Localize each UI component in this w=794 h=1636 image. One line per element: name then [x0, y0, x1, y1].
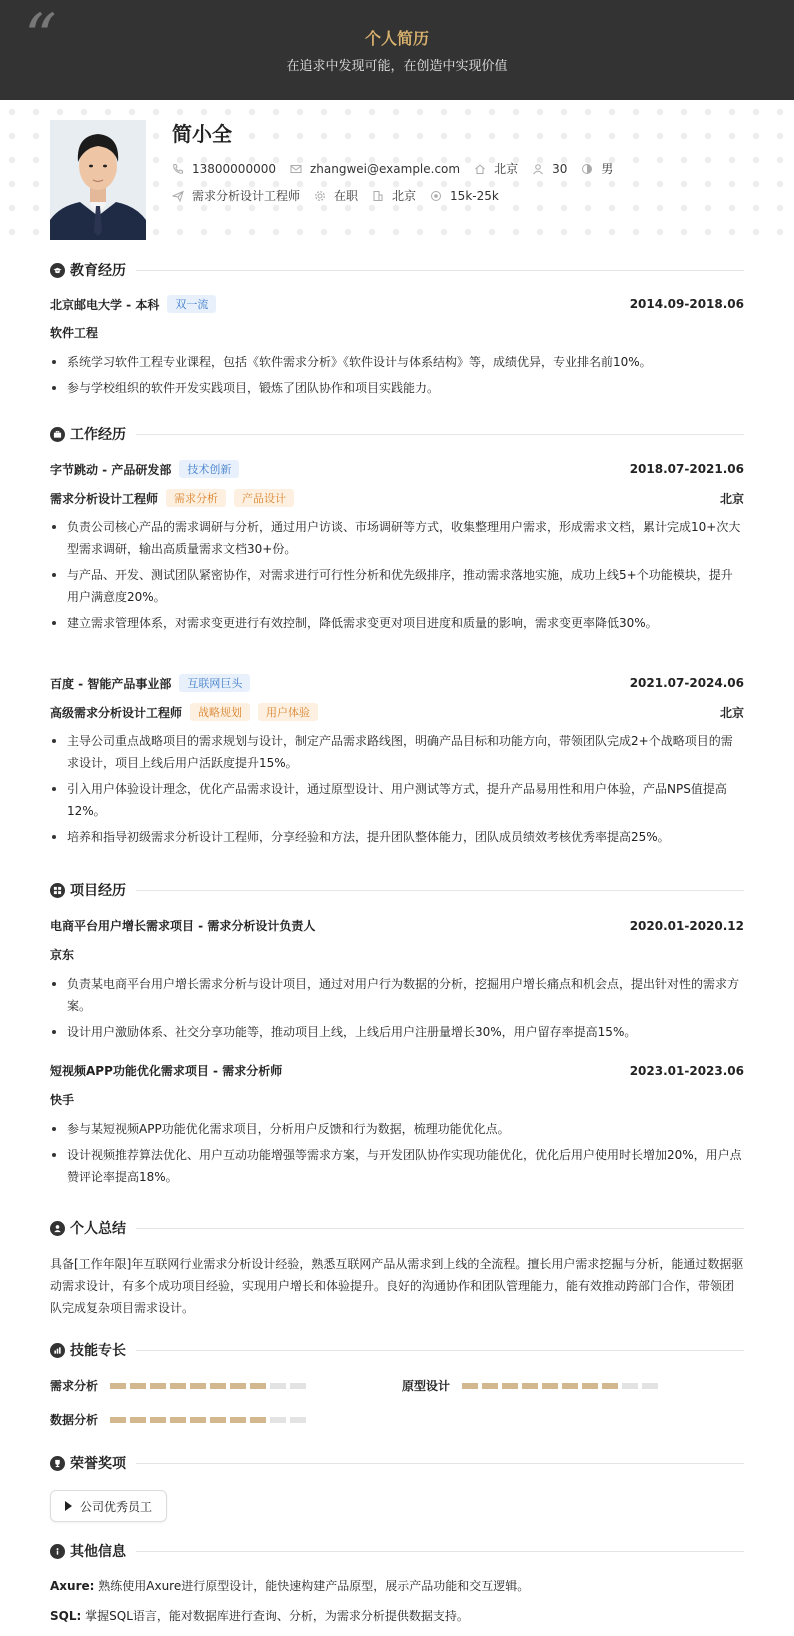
gender-text: 男 — [601, 162, 614, 176]
company-tag: 技术创新 — [179, 460, 239, 478]
chart-icon — [50, 1343, 65, 1358]
other-item — [50, 1607, 469, 1624]
location-text: 北京 — [494, 162, 519, 176]
list-item: 与产品、开发、测试团队紧密协作，对需求进行可行性分析和优先级排序，推动需求落地实施，成功上线5+个功能模块，提升用户满意度20%。 — [50, 564, 744, 608]
avatar — [50, 120, 146, 240]
other-text: 熟练使用Axure进行原型设计，能快速构建产品原型，展示产品功能和交互逻辑。 — [98, 1579, 530, 1593]
skill-level-bar — [462, 1383, 662, 1389]
list-item: 主导公司重点战略项目的需求规划与设计，制定产品需求路线图，明确产品目标和功能方向，带领团队完成2+个战略项目的需求设计，项目上线后用户活跃度提升15%。 — [50, 730, 744, 774]
work-bullets-2 — [50, 730, 744, 852]
work-head-2 — [50, 674, 744, 692]
section-title-education: 教育经历 — [70, 263, 126, 279]
skill-level-segment — [230, 1417, 246, 1423]
skill-item — [402, 1377, 662, 1394]
section-title-projects: 项目经历 — [70, 883, 126, 899]
section-other — [50, 1541, 744, 1561]
skill-level-segment — [150, 1417, 166, 1423]
section-divider — [136, 890, 744, 891]
list-item: 负责公司核心产品的需求调研与分析，通过用户访谈、市场调研等方式，收集整理用户需求，形成需求文档，累计完成10+次大型需求调研，输出高质量需求文档30+份。 — [50, 516, 744, 560]
job-title-text: 需求分析设计工程师 — [192, 189, 301, 203]
skill-level-bar — [110, 1417, 310, 1423]
education-period: 2014.09-2018.06 — [629, 297, 744, 311]
work-role-1 — [50, 489, 744, 507]
skill-level-segment — [210, 1417, 226, 1423]
work-city-item — [372, 187, 416, 204]
list-item: 负责某电商平台用户增长需求分析与设计项目，通过对用户行为数据的分析，挖掘用户增长痛点和机会点，提出针对性的需求方案。 — [50, 973, 744, 1017]
work-role-2 — [50, 703, 744, 721]
role-tag: 战略规划 — [190, 703, 250, 721]
section-title-skills: 技能专长 — [70, 1343, 126, 1359]
award-chip[interactable] — [50, 1490, 167, 1522]
skill-name: 需求分析 — [50, 1379, 99, 1393]
education-bullets — [50, 351, 744, 403]
list-item: 培养和指导初级需求分析设计工程师，分享经验和方法，提升团队整体能力，团队成员绩效考核优秀率提高25%。 — [50, 826, 744, 848]
phone-item — [172, 162, 276, 176]
skill-level-segment — [542, 1383, 558, 1389]
section-divider — [136, 1350, 744, 1351]
project-bullets-2 — [50, 1118, 744, 1192]
skill-level-segment — [622, 1383, 638, 1389]
section-skills — [50, 1340, 744, 1360]
section-divider — [136, 434, 744, 435]
building-icon — [372, 190, 384, 202]
other-text: 掌握SQL语言，能对数据库进行查询、分析，为需求分析提供数据支持。 — [85, 1609, 469, 1623]
phone-icon — [172, 163, 184, 175]
skill-level-segment — [150, 1383, 166, 1389]
skill-level-bar — [110, 1383, 310, 1389]
skill-level-segment — [130, 1417, 146, 1423]
section-divider — [136, 1228, 744, 1229]
home-icon — [474, 163, 486, 175]
mail-icon — [290, 163, 302, 175]
other-label: SQL: — [50, 1609, 82, 1623]
skill-item — [50, 1377, 310, 1394]
award-label: 公司优秀员工 — [80, 1499, 153, 1514]
skill-level-segment — [562, 1383, 578, 1389]
section-title-summary: 个人总结 — [70, 1221, 126, 1237]
section-title-awards: 荣誉奖项 — [70, 1456, 126, 1472]
section-title-work: 工作经历 — [70, 427, 126, 443]
skill-level-segment — [190, 1417, 206, 1423]
project-head-2 — [50, 1062, 744, 1079]
phone-text: 13800000000 — [192, 161, 276, 176]
project-period: 2023.01-2023.06 — [629, 1063, 744, 1078]
section-title-other: 其他信息 — [70, 1544, 126, 1560]
coin-icon — [430, 190, 442, 202]
page-title: 个人简历 — [364, 29, 429, 48]
skill-level-segment — [582, 1383, 598, 1389]
work-head-1 — [50, 460, 744, 478]
section-work — [50, 424, 744, 444]
role-name: 高级需求分析设计工程师 — [50, 705, 183, 720]
location-item — [474, 160, 518, 177]
project-client: 京东 — [50, 948, 75, 962]
work-period: 2021.07-2024.06 — [629, 676, 744, 690]
gender-item — [581, 160, 613, 177]
profile-section — [0, 100, 794, 250]
project-name: 电商平台用户增长需求项目 - 需求分析设计负责人 — [50, 919, 316, 933]
section-awards — [50, 1453, 744, 1473]
graduation-cap-icon — [50, 263, 65, 278]
skill-level-segment — [170, 1383, 186, 1389]
skill-name: 数据分析 — [50, 1413, 99, 1427]
education-major: 软件工程 — [50, 326, 99, 340]
skill-level-segment — [250, 1417, 266, 1423]
work-period: 2018.07-2021.06 — [629, 462, 744, 476]
skill-level-segment — [270, 1417, 286, 1423]
education-head — [50, 295, 744, 313]
school-tag: 双一流 — [167, 295, 216, 313]
skill-level-segment — [230, 1383, 246, 1389]
gear-icon — [314, 190, 326, 202]
skill-name: 原型设计 — [402, 1379, 451, 1393]
email-item — [290, 162, 460, 176]
company-name: 百度 - 智能产品事业部 — [50, 676, 172, 691]
skill-level-segment — [522, 1383, 538, 1389]
skill-level-segment — [290, 1417, 306, 1423]
skill-level-segment — [130, 1383, 146, 1389]
user-circle-icon — [50, 1221, 65, 1236]
skill-level-segment — [170, 1417, 186, 1423]
project-client: 快手 — [50, 1093, 75, 1107]
section-divider — [136, 270, 744, 271]
page-subtitle: 在追求中发现可能，在创造中实现价值 — [286, 59, 508, 74]
age-text: 30 — [552, 161, 568, 176]
project-period: 2020.01-2020.12 — [629, 918, 744, 933]
candidate-name: 简小全 — [172, 122, 232, 146]
section-divider — [136, 1463, 744, 1464]
salary-item — [430, 189, 499, 203]
summary-text: 具备[工作年限]年互联网行业需求分析设计经验，熟悉互联网产品从需求到上线的全流程。擅长用户需求挖掘与分析，能通过数据驱动需求设计，有多个成功项目经验，实现用户增长和体验提升。良好的沟通协作和团队管理能力，能有效推动跨部门合作，带领团队完成复杂项目需求设计。 — [50, 1257, 744, 1315]
skill-level-segment — [110, 1417, 126, 1423]
role-tag: 产品设计 — [234, 489, 294, 507]
work-city: 北京 — [719, 491, 744, 506]
section-education — [50, 260, 744, 280]
role-name: 需求分析设计工程师 — [50, 491, 159, 506]
skill-level-segment — [482, 1383, 498, 1389]
skill-level-segment — [290, 1383, 306, 1389]
job-row — [172, 187, 513, 204]
skill-level-segment — [602, 1383, 618, 1389]
project-head-1 — [50, 917, 744, 934]
play-icon — [65, 1501, 72, 1511]
project-bullets-1 — [50, 973, 744, 1047]
section-summary — [50, 1218, 744, 1238]
skill-level-segment — [210, 1383, 226, 1389]
trophy-icon — [50, 1456, 65, 1471]
salary-text: 15k-25k — [450, 188, 499, 203]
list-item: 设计视频推荐算法优化、用户互动功能增强等需求方案，与开发团队协作实现功能优化，优化后用户使用时长增加20%，用户点赞评论率提高18%。 — [50, 1144, 744, 1188]
list-item: 设计用户激励体系、社交分享功能等，推动项目上线，上线后用户注册量增长30%，用户留存率提高15%。 — [50, 1021, 744, 1043]
person-icon — [532, 163, 544, 175]
grid-icon — [50, 883, 65, 898]
project-name: 短视频APP功能优化需求项目 - 需求分析师 — [50, 1064, 283, 1078]
section-divider — [136, 1551, 744, 1552]
company-tag: 互联网巨头 — [179, 674, 250, 692]
briefcase-icon — [50, 427, 65, 442]
email-text: zhangwei@example.com — [309, 161, 461, 176]
company-name: 字节跳动 - 产品研发部 — [50, 462, 172, 477]
section-projects — [50, 880, 744, 900]
status-text: 在职 — [334, 189, 359, 203]
role-tag: 需求分析 — [166, 489, 226, 507]
skill-level-segment — [502, 1383, 518, 1389]
other-item — [50, 1577, 529, 1594]
skill-level-segment — [642, 1383, 658, 1389]
status-item — [314, 187, 358, 204]
gender-icon — [581, 163, 593, 175]
list-item: 参与学校组织的软件开发实践项目，锻炼了团队协作和项目实践能力。 — [50, 377, 744, 399]
school-name: 北京邮电大学 - 本科 — [50, 297, 160, 312]
skill-level-segment — [250, 1383, 266, 1389]
list-item: 参与某短视频APP功能优化需求项目，分析用户反馈和行为数据，梳理功能优化点。 — [50, 1118, 744, 1140]
list-item: 建立需求管理体系，对需求变更进行有效控制，降低需求变更对项目进度和质量的影响，需求变更率降低30%。 — [50, 612, 744, 634]
skill-level-segment — [462, 1383, 478, 1389]
skill-level-segment — [190, 1383, 206, 1389]
info-icon — [50, 1544, 65, 1559]
work-city-text: 北京 — [392, 189, 417, 203]
skill-level-segment — [110, 1383, 126, 1389]
work-bullets-1 — [50, 516, 744, 638]
job-title-item — [172, 187, 300, 204]
contact-row — [172, 160, 627, 177]
age-item — [532, 162, 567, 176]
role-tag: 用户体验 — [258, 703, 318, 721]
resume-header — [0, 0, 794, 100]
list-item: 系统学习软件工程专业课程，包括《软件需求分析》《软件设计与体系结构》等，成绩优异，专业排名前10%。 — [50, 351, 744, 373]
work-city: 北京 — [719, 705, 744, 720]
list-item: 引入用户体验设计理念，优化产品需求设计，通过原型设计、用户测试等方式，提升产品易用性和用户体验，产品NPS值提高12%。 — [50, 778, 744, 822]
send-icon — [172, 190, 184, 202]
quote-icon: “ — [24, 1, 57, 75]
skill-item — [50, 1411, 310, 1428]
skill-level-segment — [270, 1383, 286, 1389]
other-label: Axure: — [50, 1579, 95, 1593]
